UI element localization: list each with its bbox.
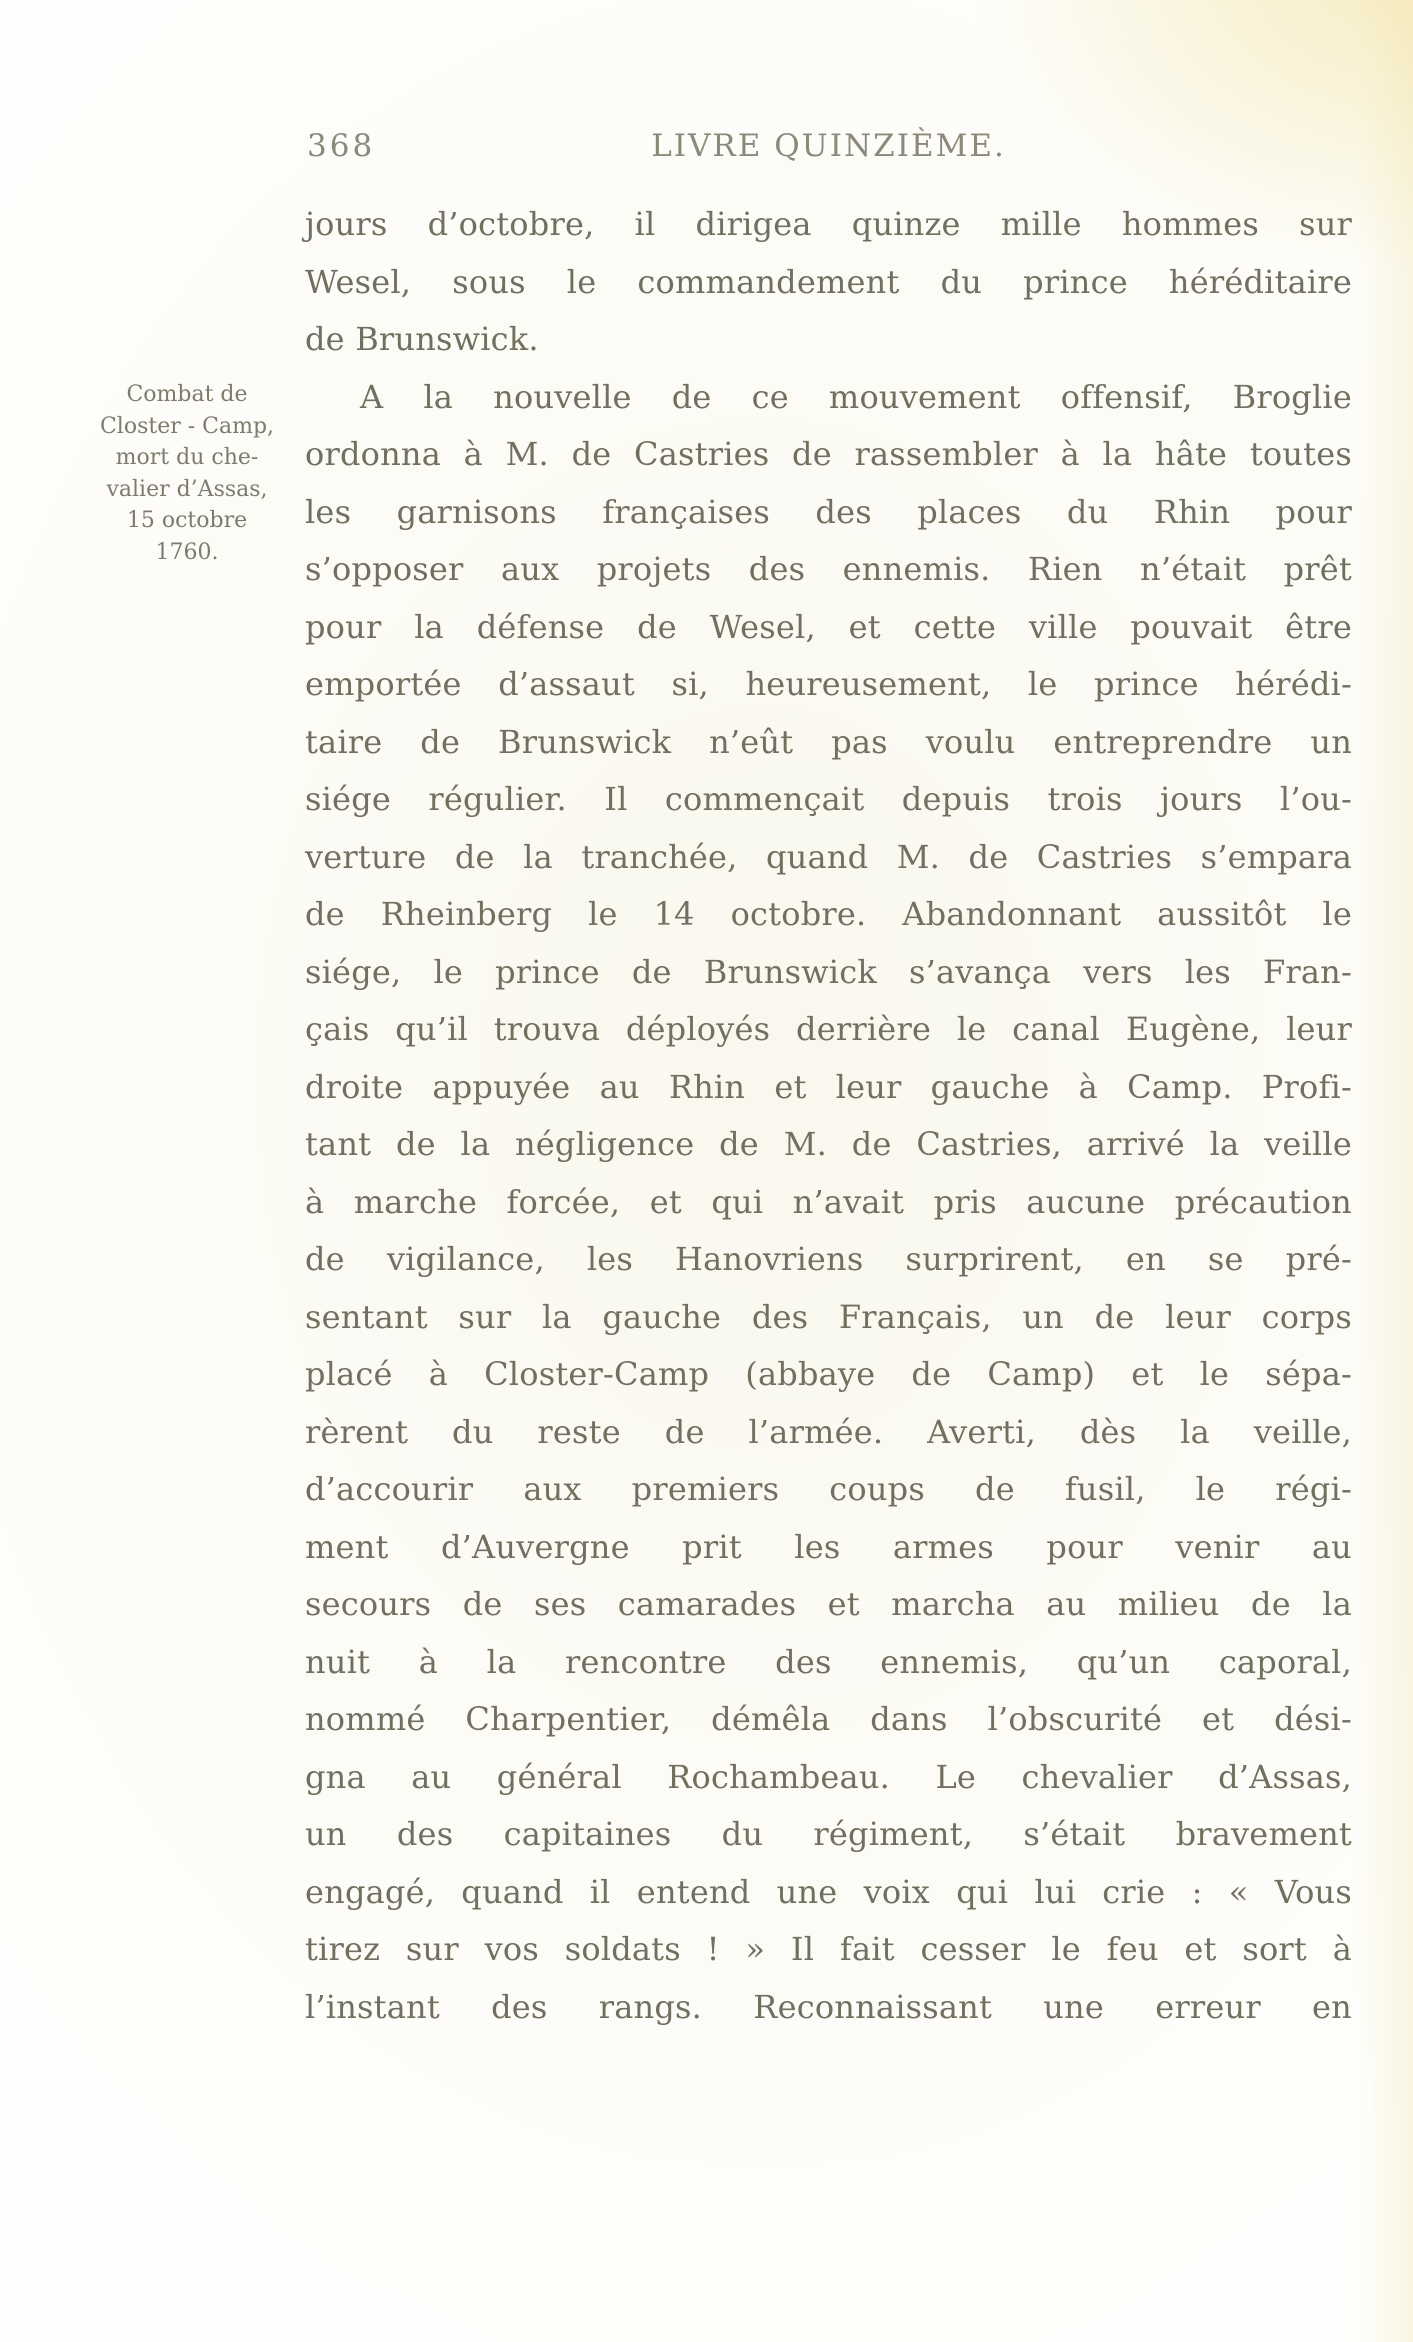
text-line: çais qu’il trouva déployés derrière le canal Eugène, leur	[305, 1010, 1352, 1048]
margin-note	[80, 379, 294, 568]
text-line: gna au général Rochambeau. Le chevalier d’Assas,	[305, 1757, 1352, 1796]
text-line: l’instant des rangs. Reconnaissant une erreur en	[305, 1987, 1352, 2026]
text-line: emportée d’assaut si, heureusement, le prince hérédi-	[305, 665, 1352, 703]
text-line: verture de la tranchée, quand M. de Castries s’empara	[305, 837, 1352, 876]
text-line: placé à Closter-Camp (abbaye de Camp) et le sépa-	[305, 1355, 1352, 1393]
text-line: de Brunswick.	[305, 320, 539, 358]
text-line: à marche forcée, et qui n’avait pris aucune précaution	[305, 1182, 1352, 1221]
paragraph-continuation	[305, 196, 1352, 369]
margin-note-line: 15 octobre	[126, 508, 248, 533]
text-line: Wesel, sous le commandement du prince héréditaire	[305, 262, 1352, 301]
text-line: siége régulier. Il commençait depuis trois jours l’ou-	[305, 780, 1352, 818]
margin-note-line: 1760.	[155, 539, 219, 565]
body-text	[305, 196, 1352, 2036]
text-line: les garnisons françaises des places du Rhin pour	[305, 492, 1352, 531]
text-line: jours d’octobre, il dirigea quinze mille hommes sur	[305, 205, 1352, 243]
text-line: tant de la négligence de M. de Castries, arrivé la veille	[305, 1125, 1352, 1163]
text-line: de vigilance, les Hanovriens surprirent, en se pré-	[305, 1240, 1352, 1278]
page-number: 368	[307, 128, 376, 164]
text-line: sentant sur la gauche des Français, un de leur corps	[305, 1297, 1352, 1336]
text-line: ment d’Auvergne prit les armes pour venir au	[305, 1527, 1352, 1566]
text-line: d’accourir aux premiers coups de fusil, le régi-	[305, 1470, 1352, 1508]
text-line: tirez sur vos soldats ! » Il fait cesser le feu et sort à	[305, 1930, 1352, 1968]
margin-note-line: Combat de	[126, 382, 248, 407]
margin-note-line: Closter - Camp,	[99, 413, 275, 439]
text-line: secours de ses camarades et marcha au milieu de la	[305, 1585, 1352, 1623]
text-line: siége, le prince de Brunswick s’avança vers les Fran-	[305, 952, 1352, 991]
margin-note-line: valier d’Assas,	[106, 476, 268, 502]
text-line: nommé Charpentier, démêla dans l’obscurité et dési-	[305, 1700, 1352, 1738]
text-line: ordonna à M. de Castries de rassembler à la hâte toutes	[305, 435, 1352, 473]
text-line: taire de Brunswick n’eût pas voulu entreprendre un	[305, 722, 1352, 761]
text-line: pour la défense de Wesel, et cette ville pouvait être	[305, 607, 1352, 646]
text-line: nuit à la rencontre des ennemis, qu’un caporal,	[305, 1642, 1352, 1681]
paragraph-main	[305, 369, 1352, 2037]
text-line: de Rheinberg le 14 octobre. Abandonnant aussitôt le	[305, 895, 1352, 933]
margin-note-line: mort du che-	[115, 445, 259, 470]
page-header	[305, 128, 1352, 168]
text-line: droite appuyée au Rhin et leur gauche à Camp. Profi-	[305, 1067, 1352, 1106]
running-title: LIVRE QUINZIÈME.	[651, 128, 1006, 164]
text-line: A la nouvelle de ce mouvement offensif, Broglie	[360, 377, 1352, 416]
text-line: rèrent du reste de l’armée. Averti, dès la veille,	[305, 1412, 1352, 1451]
text-line: un des capitaines du régiment, s’était bravement	[305, 1815, 1352, 1853]
text-line: s’opposer aux projets des ennemis. Rien n’était prêt	[305, 550, 1352, 588]
text-line: engagé, quand il entend une voix qui lui crie : « Vous	[305, 1872, 1352, 1911]
